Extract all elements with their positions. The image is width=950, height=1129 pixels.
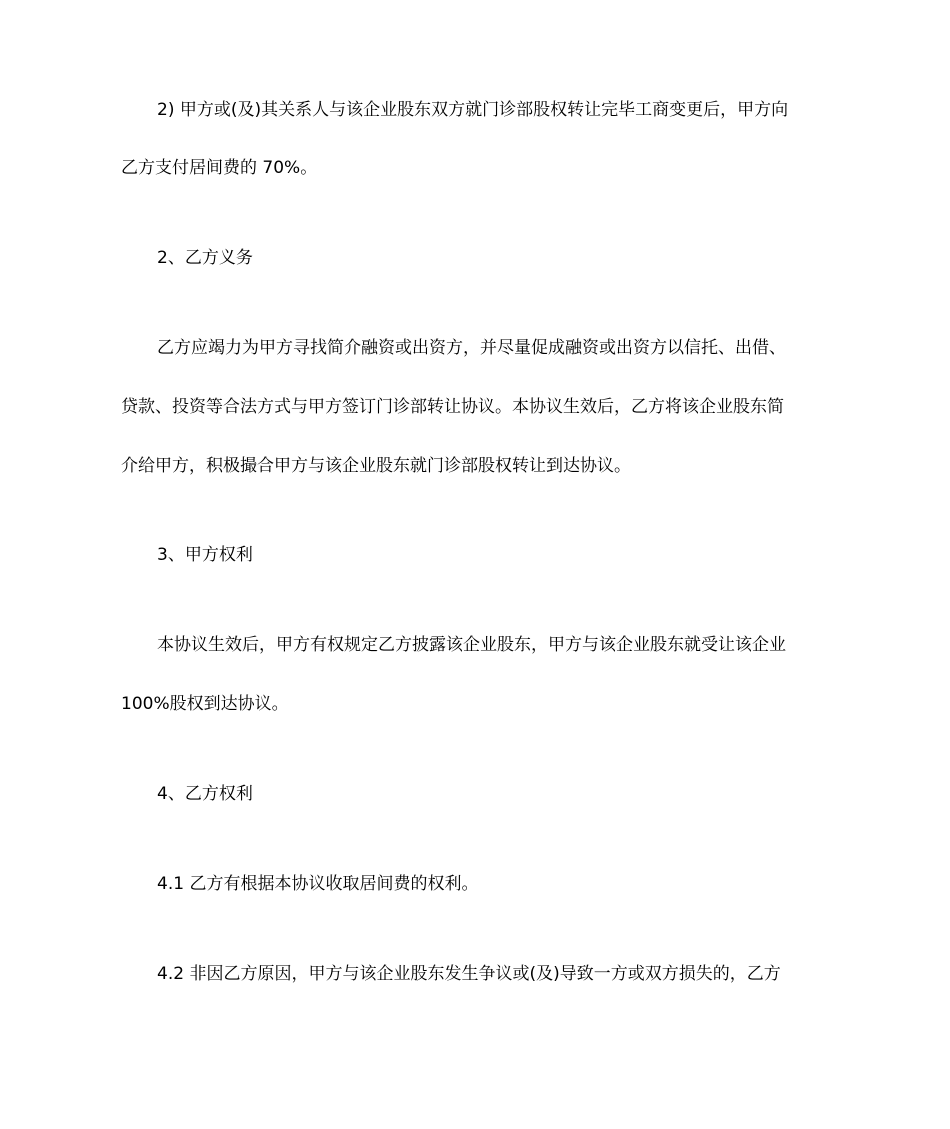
paragraph-line: 乙方应竭力为甲方寻找简介融资或出资方，并尽量促成融资或出资方以信托、出借、 [157,338,786,358]
paragraph-line: 100%股权到达协议。 [121,694,289,714]
paragraph-line: 介给甲方，积极撮合甲方与该企业股东就门诊部股权转让到达协议。 [121,456,631,476]
section-heading: 3、甲方权利 [157,545,253,565]
paragraph-line: 4.1 乙方有根据本协议收取居间费的权利。 [157,874,479,894]
section-heading: 2、乙方义务 [157,248,253,268]
paragraph-line: 本协议生效后，甲方有权规定乙方披露该企业股东，甲方与该企业股东就受让该企业 [157,635,786,655]
section-heading: 4、乙方权利 [157,784,253,804]
paragraph-line: 2) 甲方或(及)其关系人与该企业股东双方就门诊部股权转让完毕工商变更后，甲方向 [157,100,789,120]
paragraph-line: 乙方支付居间费的 70%。 [121,158,318,178]
paragraph-line: 贷款、投资等合法方式与甲方签订门诊部转让协议。本协议生效后，乙方将该企业股东简 [121,397,784,417]
paragraph-line: 4.2 非因乙方原因，甲方与该企业股东发生争议或(及)导致一方或双方损失的，乙方 [157,964,781,984]
